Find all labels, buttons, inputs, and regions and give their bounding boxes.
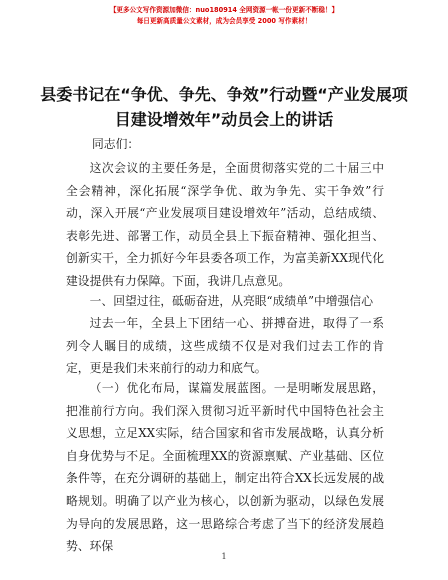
promo-banner xyxy=(0,5,448,27)
section-heading-1-text: 一、回望过往，砥砺奋进，从亮眼“成绩单”中增强信心 xyxy=(89,294,373,308)
paragraph-1-text: 这次会议的主要任务是，全面贯彻落实党的二十届三中全会精神，深化拓展“深学争优、敢为争先、实干争效”行动，深入开展“产业发展项目建设增效年”活动，总结成绩、表彰先进、部署工作，动员全县上下振奋精神、强化担当、创新实干，全力抓好今年县委各项工作，为富美新XX现代化建设提供有力保障。下面，我讲几点意见。 xyxy=(66,161,384,288)
paragraph-3 xyxy=(66,377,384,558)
document-title: 县委书记在“争优、争先、争效”行动暨“产业发展项目建设增效年”动员会上的讲话 xyxy=(40,85,408,129)
section-heading-1 xyxy=(66,290,384,313)
paragraph-1 xyxy=(66,157,384,293)
page-number: 1 xyxy=(221,552,227,561)
paragraph-3-text: （一）优化布局，谋篇发展蓝图。一是明晰发展思路，把准前行方向。我们深入贯彻习近平新时代中国特色社会主义思想，立足XX实际，结合国家和省市发展战略，认真分析自身优势与不足。全面梳理XX的资源禀赋、产业基础、区位条件等，在充分调研的基础上，制定出符合XX长远发展的战略规划。明确了以产业为核心，以创新为驱动，以绿色发展为导向的发展思路，这一思路综合考虑了当下的经济发展趋势、环保 xyxy=(66,381,384,554)
promo-banner-line2: 每日更新高质量公文素材，成为会员享受 2000 写作素材！ xyxy=(136,17,312,25)
greeting: 同志们： xyxy=(92,137,140,151)
promo-banner-line1: 【更多公文写作资源加微信：nuo180914 全网资源一帐一份更新不断稳！】 xyxy=(109,6,339,14)
paragraph-2-text: 过去一年，全县上下团结一心、拼搏奋进，取得了一系列令人瞩目的成绩，这些成绩不仅是对我们过去工作的肯定，更是我们未来前行的动力和底气。 xyxy=(66,316,384,376)
paragraph-2 xyxy=(66,312,384,380)
